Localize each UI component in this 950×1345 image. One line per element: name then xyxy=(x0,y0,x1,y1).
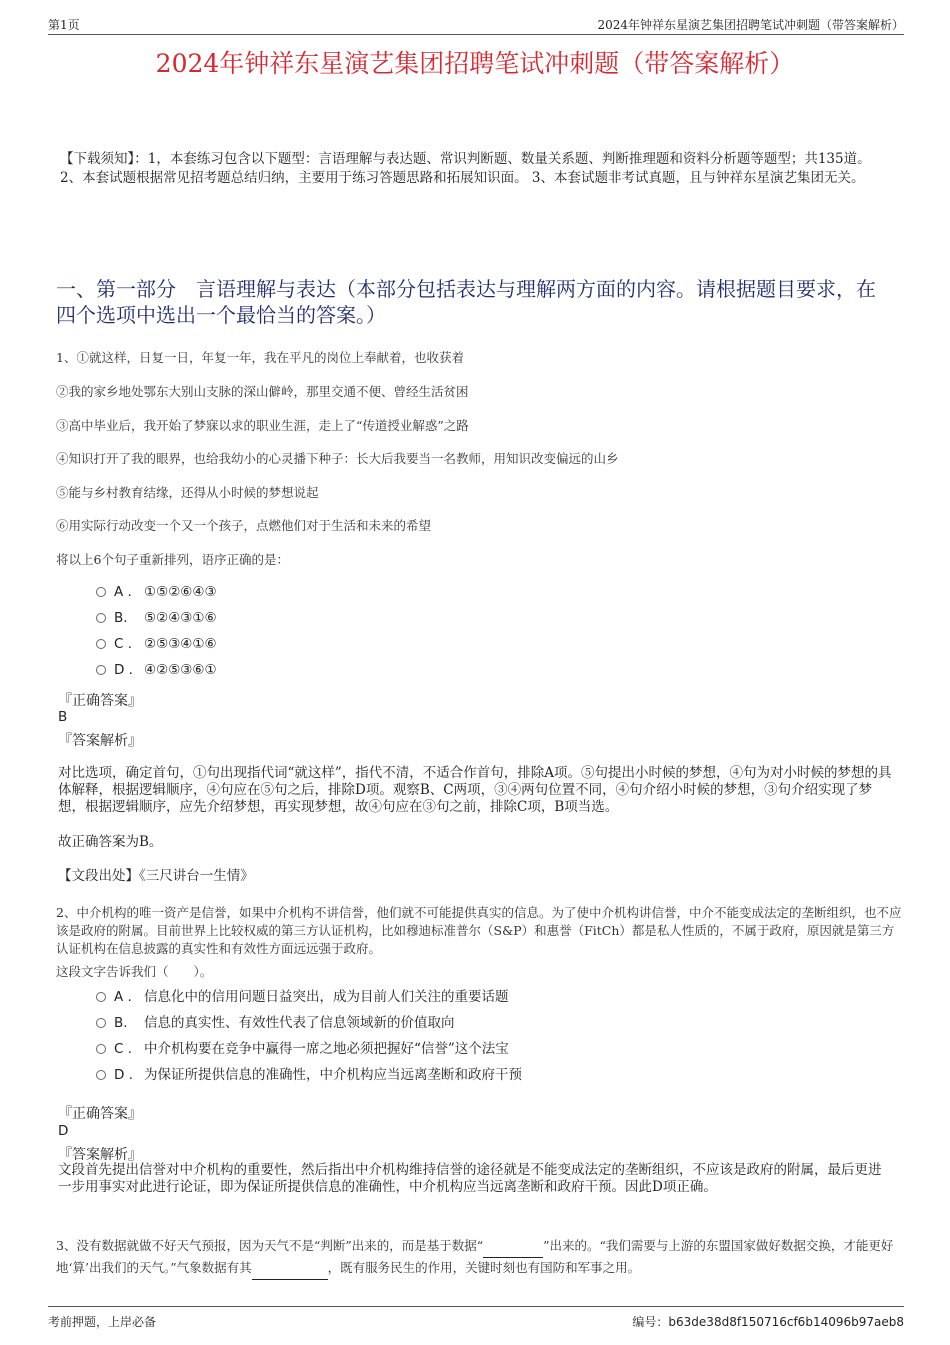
q1-line-4: ④知识打开了我的眼界，也给我幼小的心灵播下种子：长大后我要当一名教师，用知识改变偏远的山乡 xyxy=(56,451,619,466)
q3-blank-1[interactable] xyxy=(483,1238,543,1258)
q1-option-a[interactable]: A . ①⑤②⑥④③ xyxy=(96,584,217,600)
q1-line-1: 1、①就这样，日复一日，年复一年，我在平凡的岗位上奉献着，也收获着 xyxy=(56,350,464,365)
header-doc-title: 2024年钟祥东星演艺集团招聘笔试冲刺题（带答案解析） xyxy=(597,18,904,32)
radio-icon[interactable] xyxy=(96,992,106,1002)
q2-answer-label: 『正确答案』 xyxy=(58,1106,142,1122)
q2-answer: D xyxy=(58,1123,69,1139)
radio-icon[interactable] xyxy=(96,587,106,597)
q1-answer: B xyxy=(58,709,68,725)
footer-slogan: 考前押题，上岸必备 xyxy=(48,1315,157,1329)
q1-source: 【文段出处】《三尺讲台一生情》 xyxy=(58,868,254,884)
page-footer xyxy=(48,1306,904,1329)
q3-stem xyxy=(56,1236,904,1280)
radio-icon[interactable] xyxy=(96,665,106,675)
radio-icon[interactable] xyxy=(96,639,106,649)
q1-line-2: ②我的家乡地处鄂东大别山支脉的深山僻岭，那里交通不便、曾经生活贫困 xyxy=(56,384,469,399)
q2-option-a[interactable]: A . 信息化中的信用问题日益突出，成为目前人们关注的重要话题 xyxy=(96,985,509,1005)
q1-answer-label: 『正确答案』 xyxy=(58,693,142,709)
q1-line-5: ⑤能与乡村教育结缘，还得从小时候的梦想说起 xyxy=(56,485,319,500)
document-title: 2024年钟祥东星演艺集团招聘笔试冲刺题（带答案解析） xyxy=(155,49,795,78)
section-heading: 一、第一部分 言语理解与表达（本部分包括表达与理解两方面的内容。请根据题目要求，在四个选项中选出一个最恰当的答案。） xyxy=(56,277,876,327)
q2-stem: 2、中介机构的唯一资产是信誉，如果中介机构不讲信誉，他们就不可能提供真实的信息。为了使中介机构讲信誉，中介不能变成法定的垄断组织，也不应该是政府的附属。目前世界上比较权威的第三方认证机构，比如穆迪标准普尔（S&P）和惠誉（FitCh）都是私人性质的，不属于政府，原因就是第三方认证机构在信息披露的真实性和有效性方面远远强于政府。 xyxy=(56,905,902,956)
q1-option-d[interactable]: D . ④②⑤③⑥① xyxy=(96,662,217,678)
q2-analysis: 文段首先提出信誉对中介机构的重要性，然后指出中介机构维持信誉的途径就是不能变成法定的垄断组织，不应该是政府的附属，最后更进一步用事实对此进行论证，即为保证所提供信息的准确性，中介机构应当远离垄断和政府干预。因此D项正确。 xyxy=(58,1162,882,1195)
q3-text-2: ”出来的。“我们需要与上游的东盟国家做好数据交换，才能更好地‘算’出我们的天气。”气象数据有其 xyxy=(56,1238,894,1275)
q2-option-d[interactable]: D . 为保证所提供信息的准确性，中介机构应当远离垄断和政府干预 xyxy=(96,1063,522,1083)
q1-analysis: 对比选项，确定首句，①句出现指代词“就这样”，指代不清，不适合作首句，排除A项。⑤句提出小时候的梦想，④句为对小时候的梦想的具体解释，根据逻辑顺序，④句应在⑤句之后，排除D项。观察B、C两项，③④两句位置不同，④句介绍小时候的梦想，③句介绍实现了梦想，根据逻辑顺序，应先介绍梦想，再实现梦想，故④句应在③句之前，排除C项，B项当选。 xyxy=(58,765,892,815)
q1-line-6: ⑥用实际行动改变一个又一个孩子，点燃他们对于生活和未来的希望 xyxy=(56,518,432,533)
q1-line-3: ③高中毕业后，我开始了梦寐以求的职业生涯，走上了“传道授业解惑”之路 xyxy=(56,418,469,433)
page-header xyxy=(48,14,904,35)
footer-doc-id: 编号：b63de38d8f150716cf6b14096b97aeb8 xyxy=(632,1315,904,1329)
radio-icon[interactable] xyxy=(96,1018,106,1028)
q1-option-c[interactable]: C . ②⑤③④①⑥ xyxy=(96,636,217,652)
q3-blank-2[interactable] xyxy=(252,1260,328,1280)
q2-option-c[interactable]: C . 中介机构要在竞争中赢得一席之地必须把握好“信誉”这个法宝 xyxy=(96,1037,509,1057)
q2-prompt: 这段文字告诉我们（ ）。 xyxy=(56,964,213,979)
q2-analysis-label: 『答案解析』 xyxy=(58,1147,142,1163)
q1-conclusion: 故正确答案为B。 xyxy=(58,834,163,850)
q1-option-b[interactable]: B. ⑤②④③①⑥ xyxy=(96,610,217,626)
radio-icon[interactable] xyxy=(96,1044,106,1054)
q1-analysis-label: 『答案解析』 xyxy=(58,733,142,749)
radio-icon[interactable] xyxy=(96,1070,106,1080)
q1-prompt: 将以上6个句子重新排列，语序正确的是： xyxy=(56,552,289,567)
download-notice: 【下载须知】：1，本套练习包含以下题型：言语理解与表达题、常识判断题、数量关系题、判断推理题和资料分析题等题型；共135道。 2、本套试题根据常见招考题总结归纳，主要用于练习答题思路和拓展知识面。 3、本套试题非考试真题，且与钟祥东星演艺集团无关。 xyxy=(60,151,871,186)
q3-text-3: ，既有服务民生的作用，关键时刻也有国防和军事之用。 xyxy=(327,1260,641,1275)
radio-icon[interactable] xyxy=(96,613,106,623)
page-number: 第1页 xyxy=(48,18,80,32)
q3-text-1: 3、没有数据就做不好天气预报，因为天气不是“判断”出来的，而是基于数据“ xyxy=(56,1238,484,1253)
q2-option-b[interactable]: B. 信息的真实性、有效性代表了信息领域新的价值取向 xyxy=(96,1011,455,1031)
